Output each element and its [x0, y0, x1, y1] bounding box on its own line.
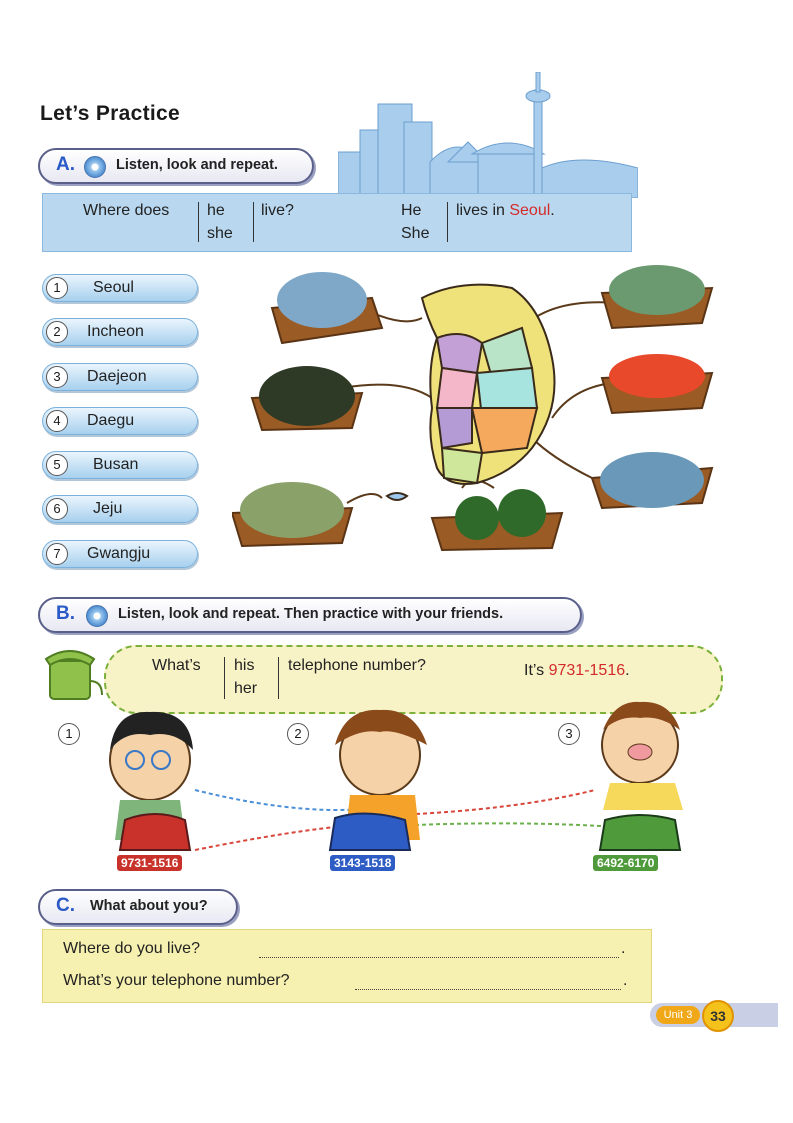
children-on-phones-illustration	[95, 690, 715, 880]
pattern-pronoun-she: she	[207, 225, 233, 242]
page-footer	[650, 1003, 778, 1027]
person-number-3: 3	[558, 723, 580, 745]
city-item-gwangju[interactable]: 7 Gwangju	[42, 540, 198, 568]
phone-number-label-2: 3143-1518	[330, 855, 395, 871]
pattern-answer-he: He	[401, 202, 422, 219]
phone-number-label-3: 6492-6170	[593, 855, 658, 871]
korea-map-illustration	[232, 258, 732, 558]
pattern-answer-she: She	[401, 225, 430, 242]
pattern-answer-city: Seoul	[509, 202, 551, 219]
page-title: Let’s Practice	[40, 102, 180, 125]
divider	[198, 202, 199, 242]
answer-line-where-live[interactable]	[259, 956, 619, 958]
section-b-letter: B.	[56, 603, 75, 624]
pattern-question-start: Where does	[83, 202, 170, 219]
cd-audio-icon[interactable]	[84, 156, 106, 178]
section-b-header	[38, 597, 582, 633]
city-item-daegu[interactable]: 4 Daegu	[42, 407, 198, 435]
cd-audio-icon[interactable]	[86, 605, 108, 627]
pattern-answer-text: lives in Seoul.	[456, 202, 555, 219]
answer-box-c	[42, 929, 652, 1003]
person-number-1: 1	[58, 723, 80, 745]
city-skyline-illustration	[338, 72, 638, 198]
city-item-incheon[interactable]: 2 Incheon	[42, 318, 198, 346]
section-b-instruction: Listen, look and repeat. Then practice with your friends.	[118, 606, 504, 622]
question-where-live: Where do you live?	[63, 940, 200, 957]
answer-line-telephone[interactable]	[355, 988, 621, 990]
city-item-busan[interactable]: 5 Busan	[42, 451, 198, 479]
person-number-2: 2	[287, 723, 309, 745]
unit-label: Unit 3	[656, 1006, 700, 1024]
phone-number-label-1: 9731-1516	[117, 855, 182, 871]
question-telephone-number: What’s your telephone number?	[63, 972, 290, 989]
city-item-daejeon[interactable]: 3 Daejeon	[42, 363, 198, 391]
section-a-letter: A.	[56, 154, 75, 175]
section-c-header	[38, 889, 238, 925]
pattern-pronoun-he: he	[207, 202, 225, 219]
city-item-jeju[interactable]: 6 Jeju	[42, 495, 198, 523]
section-c-letter: C.	[56, 895, 75, 916]
section-a-instruction: Listen, look and repeat.	[116, 157, 278, 173]
divider	[447, 202, 448, 242]
section-c-instruction: What about you?	[90, 898, 208, 914]
pattern-pronoun-his: his	[234, 657, 255, 674]
pattern-box-a	[42, 193, 632, 252]
pattern-question-end: telephone number?	[288, 657, 426, 674]
section-a-header	[38, 148, 314, 184]
city-item-seoul[interactable]: 1 Seoul	[42, 274, 198, 302]
page-number: 33	[702, 1000, 734, 1032]
pattern-question-end: live?	[261, 202, 294, 219]
pattern-answer: It’s 9731-1516.	[524, 662, 630, 679]
pattern-question-start: What’s	[152, 657, 201, 674]
divider	[253, 202, 254, 242]
answer-line-end-1: .	[621, 940, 626, 957]
answer-line-end-2: .	[623, 972, 628, 989]
pattern-answer-number: 9731-1516	[548, 662, 626, 679]
pattern-pronoun-her: her	[234, 680, 258, 697]
